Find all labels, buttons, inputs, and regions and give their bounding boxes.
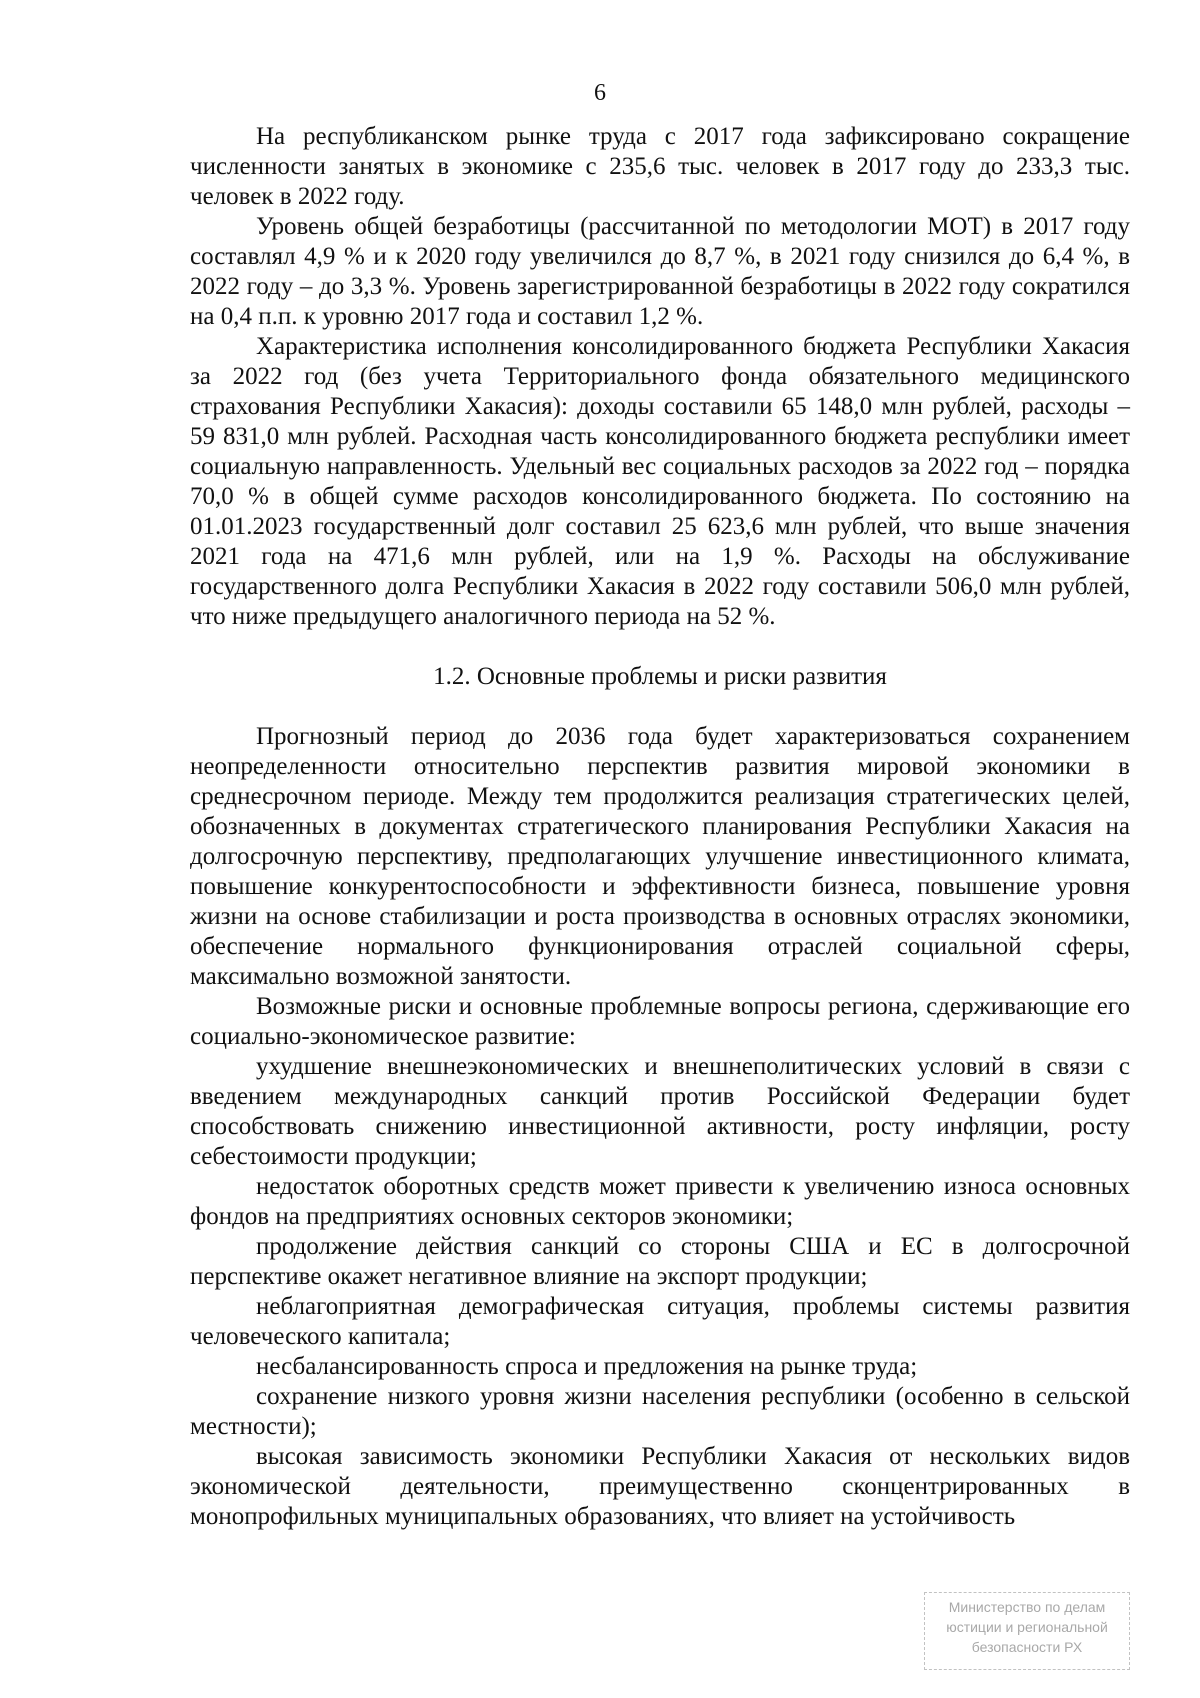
paragraph-labor-market: На республиканском рынке труда с 2017 года зафиксировано сокращение численности занятых в экономике с 235,6 тыс. человек в 2017 году до 233,3 тыс. человек в 2022 году.: [190, 123, 1130, 210]
risk-item-economic-dependence: высокая зависимость экономики Республики Хакасия от нескольких видов экономической деятельности, преимущественно сконцентрированных в монопрофильных муниципальных образованиях, что влияет на устойчивость: [190, 1443, 1130, 1530]
risk-item-demography: неблагоприятная демографическая ситуация, проблемы системы развития человеческого капитала;: [190, 1293, 1130, 1350]
paragraph-risks-intro: Возможные риски и основные проблемные вопросы региона, сдерживающие его социально-экономическое развитие:: [190, 993, 1130, 1050]
risk-item-living-standards: сохранение низкого уровня жизни населения республики (особенно в сельской местности);: [190, 1383, 1130, 1440]
paragraph-budget: Характеристика исполнения консолидированного бюджета Республики Хакасия за 2022 год (без учета Территориального фонда обязательного медицинского страхования Республики Хакасия): доходы составили 65 148,0 млн рублей, расходы – 59 831,0 млн рублей. Расходная часть консолидированного бюджета республики имеет социальную направленность. Удельный вес социальных расходов за 2022 год – порядка 70,0 % в общей сумме расходов консолидированного бюджета. По состоянию на 01.01.2023 государственный долг составил 25 623,6 млн рублей, что выше значения 2021 года на 471,6 млн рублей, или на 1,9 %. Расходы на обслуживание государственного долга Республики Хакасия в 2022 году составили 506,0 млн рублей, что ниже предыдущего аналогичного периода на 52 %.: [190, 333, 1130, 630]
stamp-line: Министерство по делам: [948, 1599, 1106, 1615]
risk-item-sanctions-conditions: ухудшение внешнеэкономических и внешнеполитических условий в связи с введением международных санкций против Российской Федерации будет способствовать снижению инвестиционной активности, росту инфляции, росту себестоимости продукции;: [190, 1053, 1130, 1170]
stamp-line: безопасности РХ: [971, 1639, 1083, 1655]
document-body: [190, 122, 1130, 1532]
ministry-stamp: [924, 1592, 1130, 1670]
stamp-line: юстиции и региональной: [946, 1619, 1108, 1635]
risk-item-labor-imbalance: несбалансированность спроса и предложения на рынке труда;: [256, 1353, 918, 1380]
paragraph-unemployment: Уровень общей безработицы (рассчитанной по методологии МОТ) в 2017 году составлял 4,9 % и к 2020 году увеличился до 8,7 %, в 2021 году снизился до 6,4 %, в 2022 году – до 3,3 %. Уровень зарегистрированной безработицы в 2022 году сократился на 0,4 п.п. к уровню 2017 года и составил 1,2 %.: [190, 213, 1130, 330]
risk-item-working-capital: недостаток оборотных средств может привести к увеличению износа основных фондов на предприятиях основных секторов экономики;: [190, 1173, 1130, 1230]
risk-item-usa-eu-sanctions: продолжение действия санкций со стороны США и ЕС в долгосрочной перспективе окажет негативное влияние на экспорт продукции;: [190, 1233, 1130, 1290]
section-heading: 1.2. Основные проблемы и риски развития: [433, 663, 887, 690]
page-number: 6: [594, 80, 606, 106]
paragraph-forecast-period: Прогнозный период до 2036 года будет характеризоваться сохранением неопределенности относительно перспектив развития мировой экономики в среднесрочном периоде. Между тем продолжится реализация стратегических целей, обозначенных в документах стратегического планирования Республики Хакасия на долгосрочную перспективу, предполагающих улучшение инвестиционного климата, повышение конкурентоспособности и эффективности бизнеса, повышение уровня жизни на основе стабилизации и роста производства в основных отраслях экономики, обеспечение нормального функционирования отраслей социальной сферы, максимально возможной занятости.: [190, 723, 1130, 990]
